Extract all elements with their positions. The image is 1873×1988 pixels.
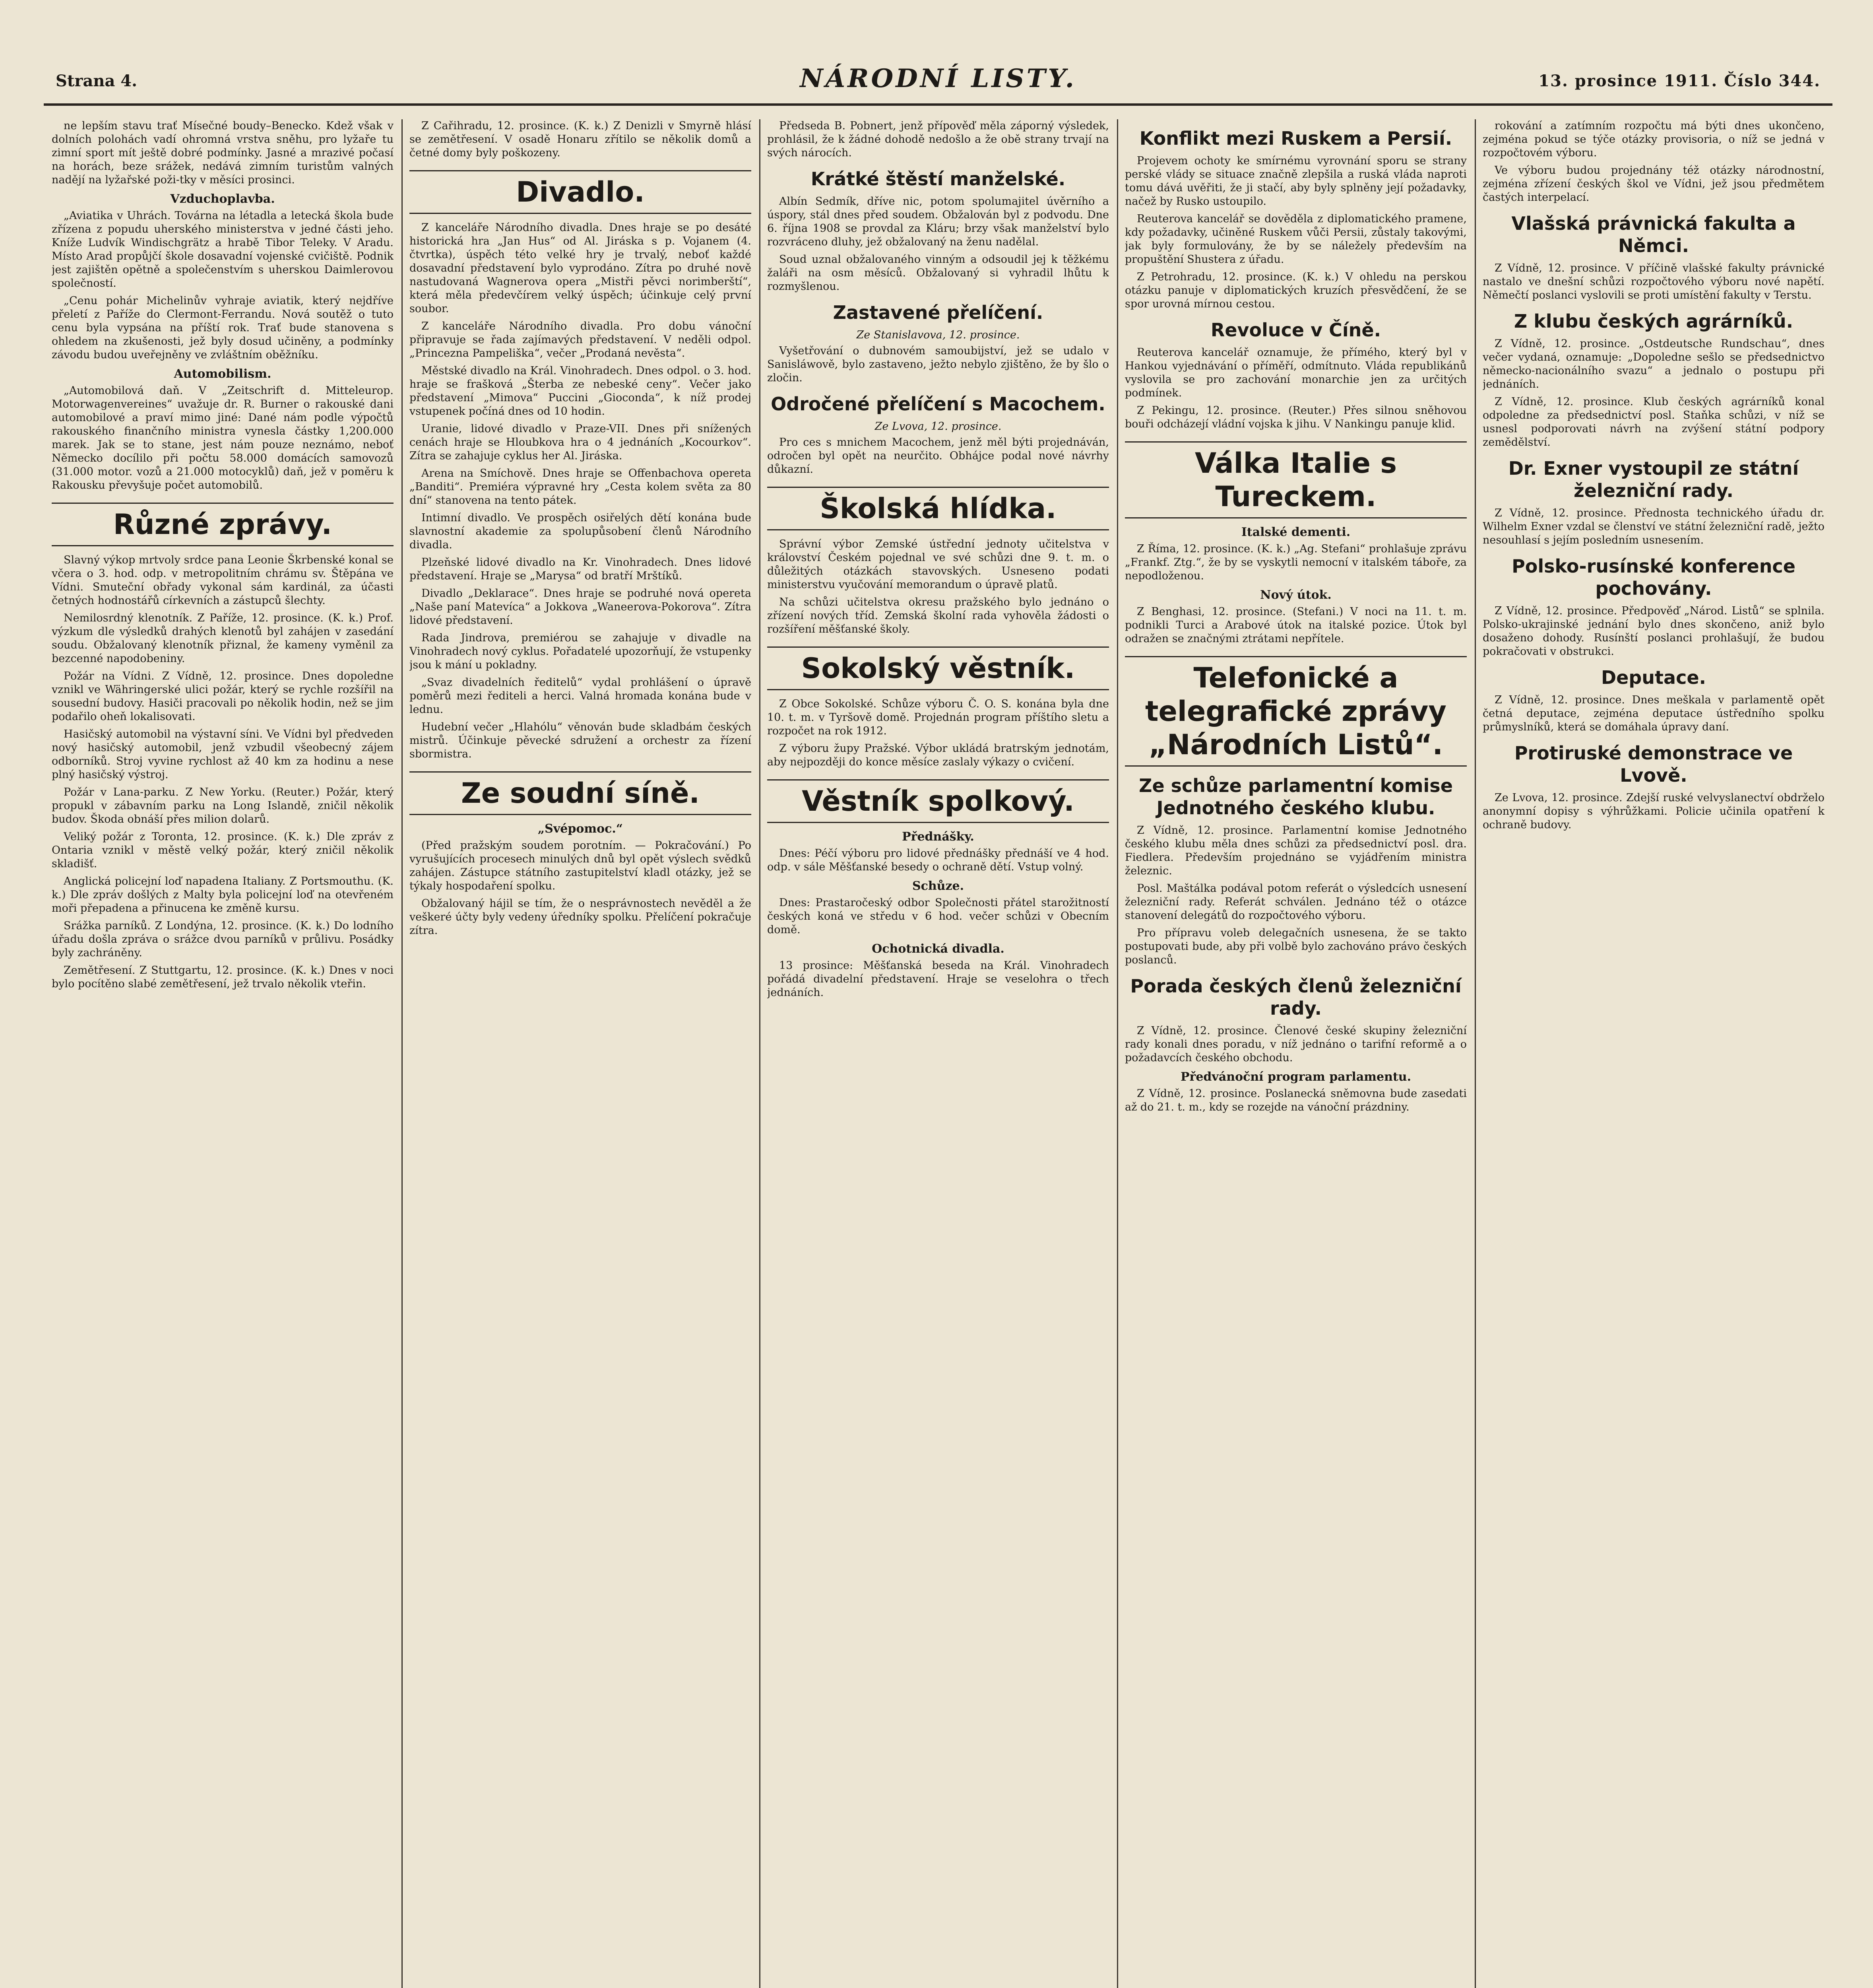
section-heading: Vzduchoplavba. xyxy=(170,192,275,206)
article-paragraph: Uranie, lidové divadlo v Praze-VII. Dnes při snížených cenách hraje se Hloubkova hra o 4 jednáních „Kocourkov“. Zítra se zahajuje cyklus her Al. Jiráska. xyxy=(409,423,751,462)
article-headline: Porada českých členů železniční rady. xyxy=(1130,975,1462,1019)
article-paragraph: „Svaz divadelních ředitelů“ vydal prohlášení o úpravě poměrů mezi řediteli a herci. Valná hromada konána bude v lednu. xyxy=(409,676,751,716)
column-3 xyxy=(767,119,1109,1988)
column-rule xyxy=(759,119,760,1988)
article-paragraph: Arena na Smíchově. Dnes hraje se Offenbachova opereta „Banditi“. Premiéra výpravné hry „Cesta kolem světa za 80 dní“ stanovena na tento pátek. xyxy=(409,467,751,507)
article-paragraph: Posl. Maštálka podával potom referát o výsledcích usnesení železniční rady. Referát schválen. Jednáno též o otázce stanovení delegátů do rozpočtového výboru. xyxy=(1125,882,1467,922)
article-paragraph: Městské divadlo na Král. Vinohradech. Dnes odpol. o 3. hod. hraje se frašková „Šterba ze nebeské ceny“. Večer jako představení „Mimova“ Puccini „Gioconda“, k níž prodej vstupenek počíná dnes od 10 hodin. xyxy=(409,365,751,417)
column-rule xyxy=(1475,119,1476,1988)
article-headline: Deputace. xyxy=(1601,667,1706,688)
article-paragraph: Reuterova kancelář oznamuje, že přímého, který byl v Hankou vyjednávání o příměří, odmítnuto. Vláda republikánů vyslovila se pro zachování monarchie jen za určitých podmínek. xyxy=(1125,346,1467,399)
article-paragraph: Albín Sedmík, dříve nic, potom spolumajitel úvěrního a úspory, stál dnes před soudem. Obžalován byl z podvodu. Dne 6. října 1908 se provdal za Kláru; brzy však manželství bylo rozvráceno dluhy, jež obžalovaný na ženu nadělal. xyxy=(767,195,1109,248)
section-title: Školská hlídka. xyxy=(767,487,1109,530)
article-headline: Zastavené přelíčení. xyxy=(833,302,1043,323)
article-paragraph: Z kanceláře Národního divadla. Pro dobu vánoční připravuje se řada zajímavých představení. V neděli odpol. „Princezna Pampeliška“, večer „Prodaná nevěsta“. xyxy=(409,320,751,359)
article-paragraph: ne lepším stavu trať Mísečné boudy–Benecko. Kdež však v dolních polohách vadí ohromná vrstva sněhu, pro lyžaře tu zimní sport mít ještě dobré podmínky. Jasné a mrazivé počasí na horách, beze srážek, nedává zimním turistům valných nadějí na lyžařské poži-tky v měsíci prosinci. xyxy=(52,120,394,186)
issue-date: 13. prosince 1911. Číslo 344. xyxy=(1538,72,1821,90)
article-paragraph: Z Vídně, 12. prosince. Dnes meškala v parlamentě opět četná deputace, zejména deputace ústředního spolku průmyslníků, která se domáhala úpravy daní. xyxy=(1483,694,1825,733)
column-4 xyxy=(1125,119,1467,1988)
article-paragraph: Intimní divadlo. Ve prospěch osiřelých dětí konána bude slavnostní akademie za spolupůsobení členů Národního divadla. xyxy=(409,512,751,551)
section-title: Sokolský věstník. xyxy=(767,646,1109,690)
article-paragraph: Z Vídně, 12. prosince. Parlamentní komise Jednotného českého klubu měla dnes schůzi za předsednictví posl. dra. Fiedlera. Především projednáno se vyjádřením ministra železnic. xyxy=(1125,824,1467,877)
article-paragraph: Hudební večer „Hlahólu“ věnován bude skladbám českých mistrů. Účinkuje pěvecké sdružení a orchestr za řízení sbormistra. xyxy=(409,721,751,760)
article-paragraph: Rada Jindrova, premiérou se zahajuje v divadle na Vinohradech nový cyklus. Pořadatelé upozorňují, že vstupenky jsou k mání u pokladny. xyxy=(409,632,751,671)
article-paragraph: rokování a zatímním rozpočtu má býti dnes ukončeno, zejména pokud se týče otázky provisoria, o níž se jedná v rozpočtovém výboru. xyxy=(1483,120,1825,159)
article-headline: Dr. Exner vystoupil ze státní železniční rady. xyxy=(1508,458,1799,501)
article-paragraph: Z Vídně, 12. prosince. Klub českých agrárníků konal odpoledne za předsednictví posl. Staňka schůzi, v níž se usnesl podporovati návrh na zvýšení státní podpory zemědělství. xyxy=(1483,396,1825,448)
article-paragraph: Reuterova kancelář se dověděla z diplomatického pramene, kdy požadavky, učiněné Ruskem vůči Persii, zůstaly takovými, jak byly formulovány, že by se náležely především na propuštění Shustera z úřadu. xyxy=(1125,213,1467,266)
article-paragraph: Z Pekingu, 12. prosince. (Reuter.) Přes silnou sněhovou bouři odcházejí vládní vojska k jihu. V Nankingu panuje klid. xyxy=(1125,404,1467,430)
article-paragraph: Slavný výkop mrtvoly srdce pana Leonie Škrbenské konal se včera o 3. hod. odp. v metropolitním chrámu sv. Štěpána ve Vídni. Smuteční obřady vykonal sám kardinál, za účasti četných hodnostářů církevních a zástupců šlechty. xyxy=(52,554,394,607)
article-paragraph: Dnes: Prastaročeský odbor Společnosti přátel starožitností českých koná ve středu v 6 hod. večer schůzi v Obecním domě. xyxy=(767,897,1109,936)
article-headline: Odročené přelíčení s Macochem. xyxy=(771,393,1105,415)
article-paragraph: Z kanceláře Národního divadla. Dnes hraje se po desáté historická hra „Jan Hus“ od Al. Jiráska s p. Vojanem (4. čtvrtka), úspěch této velké hry je trvalý, neboť každé dosavadní představení bylo vyprodáno. Zítra po druhé nově nastudovaná Wagnerova opera „Mistři pěvci norimberští“, která měla předevčírem velký úspěch; účinkuje celý první soubor. xyxy=(409,221,751,315)
article-paragraph: Dnes: Péčí výboru pro lidové přednášky přednáší ve 4 hod. odp. v sále Měšťanské besedy o ochraně dětí. Vstup volný. xyxy=(767,847,1109,873)
newspaper-title: NÁRODNÍ LISTY. xyxy=(800,64,1076,93)
article-paragraph: Soud uznal obžalovaného vinným a odsoudil jej k těžkému žaláři na osm měsíců. Obžalovaný si vyhradil lhůtu k rozmyšlenou. xyxy=(767,253,1109,293)
article-paragraph: Z Vídně, 12. prosince. Přednosta technického úřadu dr. Wilhelm Exner vzdal se členství ve státní železniční radě, ježto nesouhlasí s jejím posledním usnesením. xyxy=(1483,507,1825,546)
article-headline: Revoluce v Číně. xyxy=(1210,319,1381,341)
dateline: Ze Lvova, 12. prosince. xyxy=(874,420,1002,433)
section-title: Válka Italie s Tureckem. xyxy=(1125,441,1467,518)
article-headline: Krátké štěstí manželské. xyxy=(810,168,1066,190)
article-paragraph: Hasičský automobil na výstavní síni. Ve Vídni byl předveden nový hasičský automobil, jenž vzbudil všeobecný zájem odborníků. Stroj vyvine rychlost až 40 km za hodinu a nese plný hasičský výstroj. xyxy=(52,728,394,781)
section-heading: Ochotnická divadla. xyxy=(872,942,1004,956)
article-paragraph: Požár na Vídni. Z Vídně, 12. prosince. Dnes dopoledne vznikl ve Währingerské ulici požár, který se rychle rozšířil na sousední budovy. Hasiči pracovali po několik hodin, než se jim podařilo oheň lokalisovati. xyxy=(52,670,394,723)
section-heading: „Svépomoc.“ xyxy=(537,822,623,836)
article-paragraph: Z Vídně, 12. prosince. V příčině vlašské fakulty právnické nastalo ve dnešní schůzi rozpočtového výboru nové napětí. Němečtí poslanci vyslovili se proti umístění fakulty v Terstu. xyxy=(1483,262,1825,301)
article-headline: Z klubu českých agrárníků. xyxy=(1514,311,1794,332)
section-heading: Předvánoční program parlamentu. xyxy=(1180,1070,1412,1084)
article-paragraph: Obžalovaný hájil se tím, že o nesprávnostech nevěděl a že veškeré účty byly vedeny úředníky spolku. Přelíčení pokračuje zítra. xyxy=(409,897,751,937)
column-rule xyxy=(401,119,403,1988)
article-paragraph: Plzeňské lidové divadlo na Kr. Vinohradech. Dnes lidové představení. Hraje se „Marysa“ od bratří Mrštíků. xyxy=(409,556,751,582)
article-paragraph: (Před pražským soudem porotním. — Pokračování.) Po vyrušujících procesech minulých dnů byl opět výslech svědků zahájen. Zástupce státního zastupitelství kladl otázky, jež se týkaly hospodaření spolku. xyxy=(409,839,751,892)
article-paragraph: Na schůzi učitelstva okresu pražského bylo jednáno o zřízení nových tříd. Zemská školní rada vyhověla žádosti o rozšíření měšťanské školy. xyxy=(767,596,1109,635)
article-paragraph: 13 prosince: Měšťanská beseda na Král. Vinohradech pořádá divadelní představení. Hraje se veselohra o třech jednáních. xyxy=(767,959,1109,999)
section-title: Různé zprávy. xyxy=(52,503,394,546)
column-2 xyxy=(409,119,751,1988)
article-paragraph: Anglická policejní loď napadena Italiany. Z Portsmouthu. (K. k.) Dle zpráv došlých z Malty byla policejní loď na otevřeném moři přepadena a přinucena ke změně kursu. xyxy=(52,875,394,914)
column-5 xyxy=(1483,119,1825,1988)
article-paragraph: Ze Lvova, 12. prosince. Zdejší ruské velvyslanectví obdrželo anonymní dopisy s výhrůžkami. Policie učinila opatření k ochraně budovy. xyxy=(1483,792,1825,831)
article-paragraph: Veliký požár z Toronta, 12. prosince. (K. k.) Dle zpráv z Ontaria vznikl v městě velký požár, který zničil několik skladišť. xyxy=(52,831,394,870)
page-number: Strana 4. xyxy=(56,72,138,90)
section-title: Telefonické a telegrafické zprávy „Národních Listů“. xyxy=(1125,656,1467,767)
article-paragraph: Z Petrohradu, 12. prosince. (K. k.) V ohledu na perskou otázku panuje v diplomatických kruzích přesvědčení, že se spor urovná mírnou cestou. xyxy=(1125,271,1467,310)
article-paragraph: Projevem ochoty ke smírnému vyrovnání sporu se strany perské vlády se situace značně zlepšila a ruská vláda naproti tomu dává uvěřiti, že ji stačí, aby byly splněny její požadavky, načež by Rusko ustoupilo. xyxy=(1125,155,1467,208)
article-headline: Vlašská právnická fakulta a Němci. xyxy=(1511,213,1796,256)
article-paragraph: Správní výbor Zemské ústřední jednoty učitelstva v království Českém pojednal ve své schůzi dne 9. t. m. o důležitých otázkách stavovských. Usneseno podati ministerstvu vyučování memorandum o úpravě platů. xyxy=(767,538,1109,591)
section-title: Divadlo. xyxy=(409,170,751,214)
article-headline: Konflikt mezi Ruskem a Persií. xyxy=(1139,128,1452,149)
section-heading: Italské dementi. xyxy=(1241,525,1351,539)
dateline: Ze Stanislavova, 12. prosince. xyxy=(856,329,1020,341)
article-paragraph: Z Vídně, 12. prosince. Poslanecká sněmovna bude zasedati až do 21. t. m., kdy se rozejde na vánoční prázdniny. xyxy=(1125,1087,1467,1113)
section-heading: Schůze. xyxy=(912,879,964,893)
article-paragraph: Z výboru župy Pražské. Výbor ukládá bratrským jednotám, aby nejpozději do konce měsíce zaslaly výkazy o cvičení. xyxy=(767,742,1109,768)
section-title: Ze soudní síně. xyxy=(409,771,751,815)
article-headline: Protiruské demonstrace ve Lvově. xyxy=(1514,742,1793,786)
article-paragraph: Vyšetřování o dubnovém samoubijství, jež se udalo v Sanisláwově, bylo zastaveno, ježto nebylo zjištěno, že by šlo o zločin. xyxy=(767,345,1109,384)
article-paragraph: „Cenu pohár Michelinův vyhraje aviatik, který nejdříve přeletí z Paříže do Clermont-Ferrandu. Nová soutěž o tuto cenu byla vypsána na příští rok. Trať bude stanovena s ohledem na zkušenosti, jež byly dosud učiněny, a podmínky závodu budou uveřejněny ve zvláštním oběžníku. xyxy=(52,295,394,361)
section-heading: Automobilism. xyxy=(174,367,271,381)
article-paragraph: „Automobilová daň. V „Zeitschrift d. Mitteleurop. Motorwagenvereines“ uvažuje dr. R. Burner o rakouské dani automobilové a praví mimo jiné: Dané nám podle výpočtů rakouského finančního ministra vynesla částky 1,200.000 marek. Jak se to stane, jest nám pouze neznámo, neboť Německo docílilo při počtu 58.000 domácích samovozů (31.000 motor. vozů a 21.000 motocyklů) daň, jež v poměru k Rakousku převyšuje počet automobilů. xyxy=(52,384,394,491)
article-paragraph: Z Cařihradu, 12. prosince. (K. k.) Z Denizli v Smyrně hlásí se zemětřesení. V osadě Honaru zřítilo se několik domů a četné domy byly poškozeny. xyxy=(409,120,751,159)
article-paragraph: Požár v Lana-parku. Z New Yorku. (Reuter.) Požár, který propukl v zábavním parku na Long Islandě, zničil několik budov. Škoda obnáší přes milion dolarů. xyxy=(52,786,394,825)
column-1 xyxy=(52,119,394,1988)
masthead xyxy=(44,60,1832,106)
article-paragraph: Předseda B. Pobnert, jenž přípověď měla záporný výsledek, prohlásil, že k žádné dohodě nedošlo a že obě strany trvají na svých nárocích. xyxy=(767,120,1109,159)
article-paragraph: Zemětřesení. Z Stuttgartu, 12. prosince. (K. k.) Dnes v noci bylo pocítěno slabé zemětřesení, jež trvalo několik vteřin. xyxy=(52,964,394,990)
section-heading: Nový útok. xyxy=(1260,588,1332,602)
article-paragraph: Z Benghasi, 12. prosince. (Stefani.) V noci na 11. t. m. podnikli Turci a Arabové útok na italské pozice. Útok byl odražen se značnými ztrátami nepřítele. xyxy=(1125,606,1467,645)
article-paragraph: Srážka parníků. Z Londýna, 12. prosince. (K. k.) Do lodního úřadu došla zpráva o srážce dvou parníků v průlivu. Posádky byly zachráněny. xyxy=(52,920,394,959)
article-headline: Polsko-rusínské konference pochovány. xyxy=(1512,555,1795,599)
article-paragraph: Divadlo „Deklarace“. Dnes hraje se podruhé nová opereta „Naše paní Matevíca“ a Jokkova „Waneerova-Pokorova“. Zítra lidové představení. xyxy=(409,587,751,627)
article-paragraph: Ve výboru budou projednány též otázky národnostní, zejména zřízení českých škol ve Vídni, jež jsou předmětem častých interpelací. xyxy=(1483,164,1825,204)
section-title: Věstník spolkový. xyxy=(767,779,1109,823)
article-paragraph: Nemilosrdný klenotník. Z Paříže, 12. prosince. (K. k.) Prof. výzkum dle výsledků drahých klenotů byl zahájen v zasedání soudu. Obžalovaný klenotník přiznal, že kameny vyměnil za bezcenné napodobeniny. xyxy=(52,612,394,665)
section-heading: Přednášky. xyxy=(902,830,974,844)
article-paragraph: Z Obce Sokolské. Schůze výboru Č. O. S. konána byla dne 10. t. m. v Tyršově domě. Projednán program příštího sletu a rozpočet na rok 1912. xyxy=(767,698,1109,737)
article-paragraph: „Aviatika v Uhrách. Továrna na létadla a letecká škola bude zřízena z popudu uherského ministerstva v jedné části jeho. Kníže Ludvík Windischgrätz a hrabě Tibor Teleky. V Aradu. Místo Arad propůjčí škole dosavadní vojenské cvičiště. Podnik jest zajištěn opětně a společenstvím s uherskou Daimlerovou společností. xyxy=(52,210,394,289)
article-paragraph: Pro ces s mnichem Macochem, jenž měl býti projednáván, odročen byl opět na neurčito. Obhájce podal nové návrhy důkazní. xyxy=(767,436,1109,476)
article-paragraph: Z Říma, 12. prosince. (K. k.) „Ag. Stefani“ prohlašuje zprávu „Frankf. Ztg.“, že by se vyskytli nemocní v italském táboře, za nepodloženou. xyxy=(1125,543,1467,582)
article-paragraph: Z Vídně, 12. prosince. Předpověď „Národ. Listů“ se splnila. Polsko-ukrajinské jednání bylo dnes skončeno, aniž bylo dosaženo dohody. Rusínští poslanci prohlašují, že budou pokračovati v obstrukci. xyxy=(1483,605,1825,658)
article-headline: Ze schůze parlamentní komise Jednotného českého klubu. xyxy=(1139,775,1453,819)
newspaper-page xyxy=(44,60,1832,1988)
article-paragraph: Z Vídně, 12. prosince. Členové české skupiny železniční rady konali dnes poradu, v níž jednáno o tarifní reformě a o požadavcích českého obchodu. xyxy=(1125,1025,1467,1064)
article-paragraph: Z Vídně, 12. prosince. „Ostdeutsche Rundschau“, dnes večer vydaná, oznamuje: „Dopoledne sešlo se předsednictvo německo-nacionálního svazu“ a jednalo o postupu při jednáních. xyxy=(1483,338,1825,390)
column-rule xyxy=(1117,119,1118,1988)
article-paragraph: Pro přípravu voleb delegačních usnesena, že se takto postupovati bude, aby při volbě bylo zachováno právo českých poslanců. xyxy=(1125,927,1467,966)
